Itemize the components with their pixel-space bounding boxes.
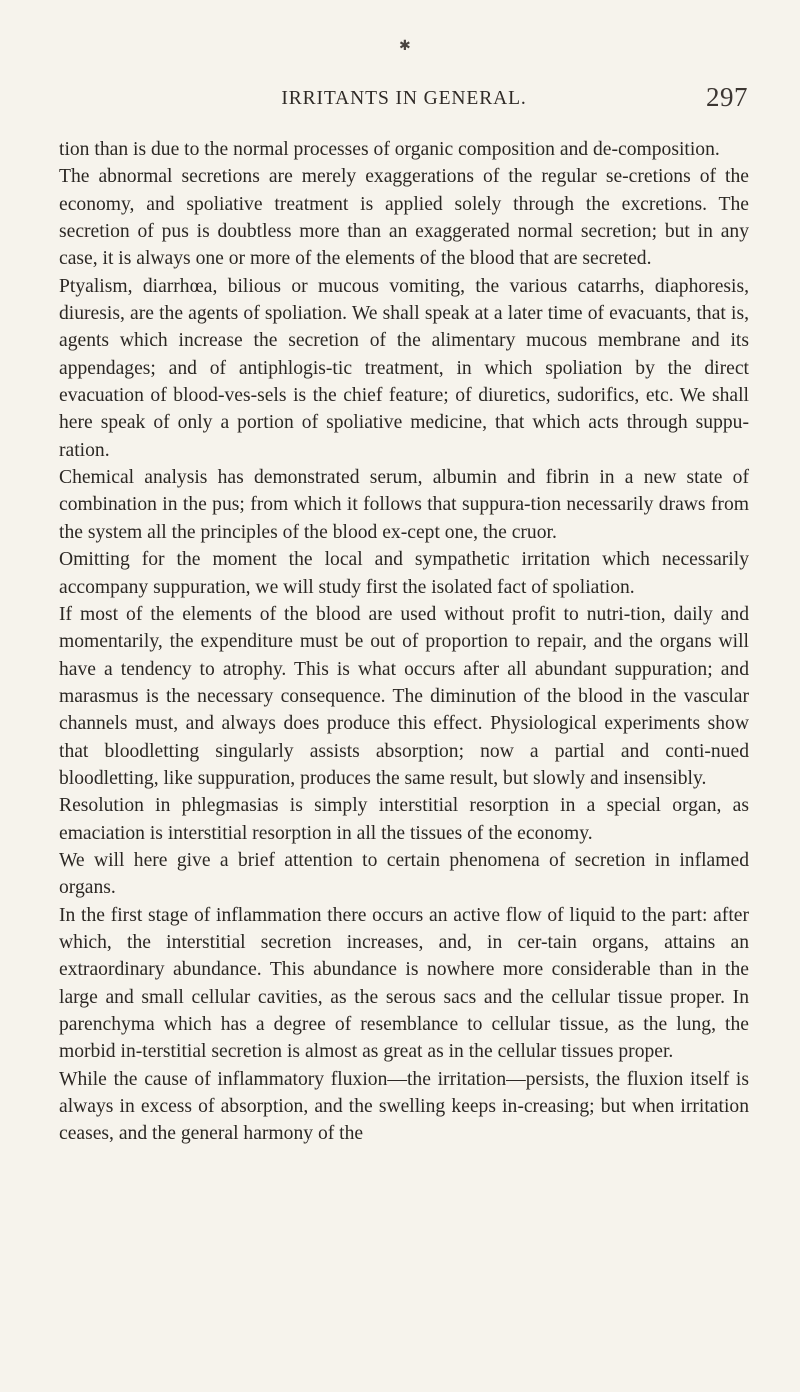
print-mark: ✱ — [399, 39, 411, 54]
body-text — [59, 136, 749, 1148]
paragraph: Chemical analysis has demonstrated serum, albumin and fibrin in a new state of combination in the pus; from which it follows that suppura-tion necessarily draws from the system all the principles of the blood ex-cept one, the cruor. — [59, 467, 749, 543]
paragraph: While the cause of inflammatory fluxion—the irritation—persists, the fluxion itself is always in excess of absorption, and the swelling keeps in-creasing; but when irritation ceases, and the general harmony of the — [59, 1068, 749, 1145]
paragraph: The abnormal secretions are merely exaggerations of the regular se-cretions of the economy, and spoliative treatment is applied solely through the excretions. The secretion of pus is doubtless more than an exaggerated normal secretion; but in any case, it is always one or more of the elements of the blood that are secreted. — [59, 166, 749, 270]
running-head: IRRITANTS IN GENERAL. — [281, 88, 527, 109]
page-number: 297 — [706, 82, 748, 112]
page-header — [60, 84, 748, 114]
paragraph: Ptyalism, diarrhœa, bilious or mucous vomiting, the various catarrhs, diaphoresis, diuresis, are the agents of spoliation. We shall speak at a later time of evacuants, that is, agents which increase the secretion of the alimentary mucous membrane and its appendages; and of antiphlogis-tic treatment, in which spoliation by the direct evacuation of blood-ves-sels is the chief feature; of diuretics, sudorifics, etc. We shall here speak of only a portion of spoliative medicine, that which acts through suppu-ration. — [59, 275, 749, 461]
paragraph: In the first stage of inflammation there occurs an active flow of liquid to the part: after which, the interstitial secretion increases, and, in cer-tain organs, attains an extraordinary abundance. This abundance is nowhere more considerable than in the large and small cellular cavities, as the serous sacs and the cellular tissue proper. In parenchyma which has a degree of resemblance to cellular tissue, as the lung, the morbid in-terstitial secretion is almost as great as in the cellular tissues proper. — [59, 904, 749, 1063]
paragraph: We will here give a brief attention to certain phenomena of secretion in inflamed organs. — [59, 849, 749, 899]
paragraph: If most of the elements of the blood are used without profit to nutri-tion, daily and momentarily, the expenditure must be out of proportion to repair, and the organs will have a tendency to atrophy. This is what occurs after all abundant suppuration; and marasmus is the necessary consequence. The diminution of the blood in the vascular channels must, and always does produce this effect. Physiological experiments show that bloodletting singularly assists absorption; now a partial and conti-nued bloodletting, like suppuration, produces the same result, but slowly and insensibly. — [59, 603, 749, 789]
paragraph: Omitting for the moment the local and sympathetic irritation which necessarily accompany suppuration, we will study first the isolated fact of spoliation. — [59, 549, 749, 598]
paragraph: Resolution in phlegmasias is simply interstitial resorption in a special organ, as emaciation is interstitial resorption in all the tissues of the economy. — [59, 795, 749, 844]
paragraph-continued: tion than is due to the normal processes of organic composition and de-composition. — [59, 139, 720, 160]
